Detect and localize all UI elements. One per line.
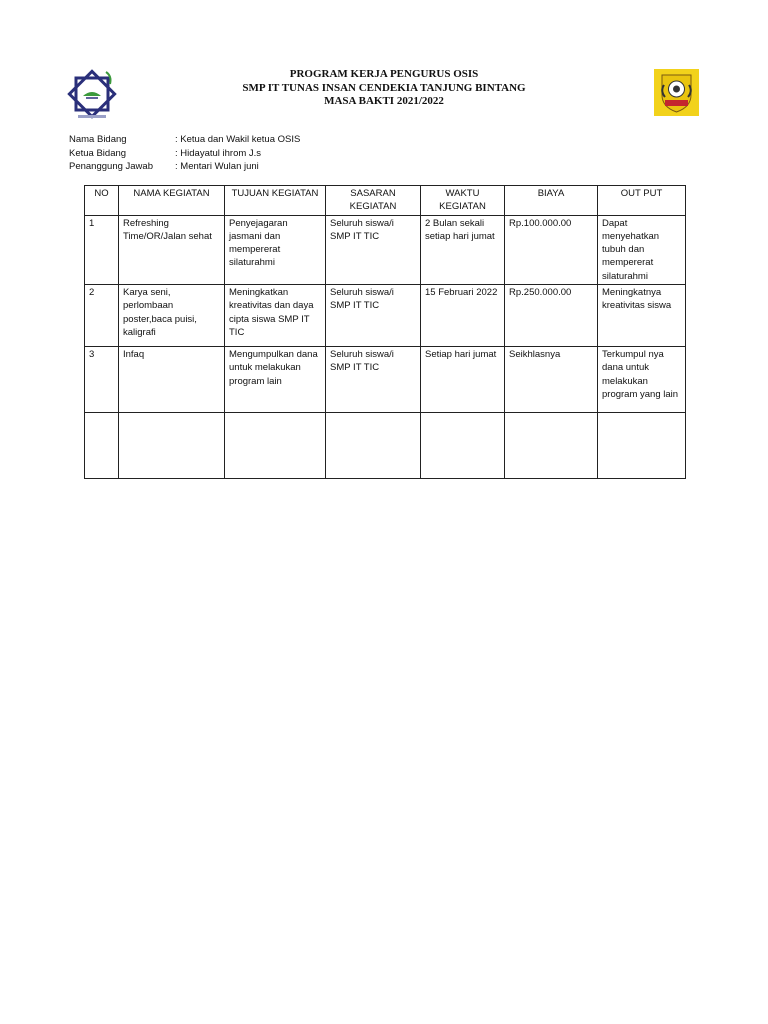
cell-waktu-kegiatan: 2 Bulan sekali setiap hari jumat (421, 215, 505, 284)
cell-nama-kegiatan: Refreshing Time/OR/Jalan sehat (119, 215, 225, 284)
info-label: Ketua Bidang (69, 147, 127, 159)
cell-no: 3 (85, 347, 119, 413)
header-title: PROGRAM KERJA PENGURUS OSIS (289, 68, 479, 80)
cell-tujuan-kegiatan: Mengumpulkan dana untuk melakukan program lain (225, 347, 326, 413)
cell-biaya: Seikhlasnya (505, 347, 598, 413)
cell-waktu-kegiatan: Setiap hari jumat (421, 347, 505, 413)
info-label: Nama Bidang (69, 134, 127, 145)
cell-biaya (505, 413, 598, 479)
cell-waktu-kegiatan: 15 Februari 2022 (421, 285, 505, 347)
cell-biaya: Rp.100.000.00 (505, 215, 598, 284)
table-row (85, 215, 686, 284)
info-label: Penanggung Jawab (69, 161, 153, 172)
document-header (0, 68, 768, 109)
table-header-row (85, 186, 686, 216)
header-output: OUT PUT (598, 186, 686, 216)
cell-output: Terkumpul nya dana untuk melakukan program yang lain (598, 347, 686, 413)
info-value: : Hidayatul ihrom J.s (175, 147, 262, 159)
header-biaya: BIAYA (505, 186, 598, 216)
program-table (84, 185, 686, 479)
cell-no: 2 (85, 285, 119, 347)
cell-biaya: Rp.250.000.00 (505, 285, 598, 347)
cell-sasaran-kegiatan: Seluruh siswa/i SMP IT TIC (326, 285, 421, 347)
cell-nama-kegiatan: Infaq (119, 347, 225, 413)
cell-tujuan-kegiatan (225, 413, 326, 479)
info-row-nama-bidang (69, 133, 300, 147)
header-tujuan-kegiatan: TUJUAN KEGIATAN (225, 186, 326, 216)
header-period: MASA BAKTI 2021/2022 (324, 95, 444, 107)
cell-sasaran-kegiatan: Seluruh siswa/i SMP IT TIC (326, 347, 421, 413)
cell-output: Dapat menyehatkan tubuh dan mempererat silaturahmi (598, 215, 686, 284)
header-waktu-kegiatan: WAKTU KEGIATAN (421, 186, 505, 216)
info-row-penanggung-jawab (69, 160, 300, 174)
header-nama-kegiatan: NAMA KEGIATAN (119, 186, 225, 216)
cell-sasaran-kegiatan: Seluruh siswa/i SMP IT TIC (326, 215, 421, 284)
cell-output (598, 413, 686, 479)
cell-waktu-kegiatan (421, 413, 505, 479)
header-school: SMP IT TUNAS INSAN CENDEKIA TANJUNG BINTANG (242, 81, 526, 94)
info-value: : Ketua dan Wakil ketua OSIS (175, 134, 301, 145)
info-block (69, 133, 300, 174)
cell-sasaran-kegiatan (326, 413, 421, 479)
info-value: : Mentari Wulan juni (175, 161, 259, 172)
cell-no: 1 (85, 215, 119, 284)
cell-nama-kegiatan (119, 413, 225, 479)
header-sasaran-kegiatan: SASARAN KEGIATAN (326, 186, 421, 216)
cell-nama-kegiatan: Karya seni, perlombaan poster,baca puisi, kaligrafi (119, 285, 225, 347)
table-row-empty (85, 413, 686, 479)
header-no: NO (85, 186, 119, 216)
cell-output: Meningkatnya kreativitas siswa (598, 285, 686, 347)
cell-no (85, 413, 119, 479)
table-row (85, 347, 686, 413)
info-row-ketua-bidang (69, 147, 300, 161)
cell-tujuan-kegiatan: Meningkatkan kreativitas dan daya cipta siswa SMP IT TIC (225, 285, 326, 347)
cell-tujuan-kegiatan: Penyejagaran jasmani dan mempererat silaturahmi (225, 215, 326, 284)
table-row (85, 285, 686, 347)
